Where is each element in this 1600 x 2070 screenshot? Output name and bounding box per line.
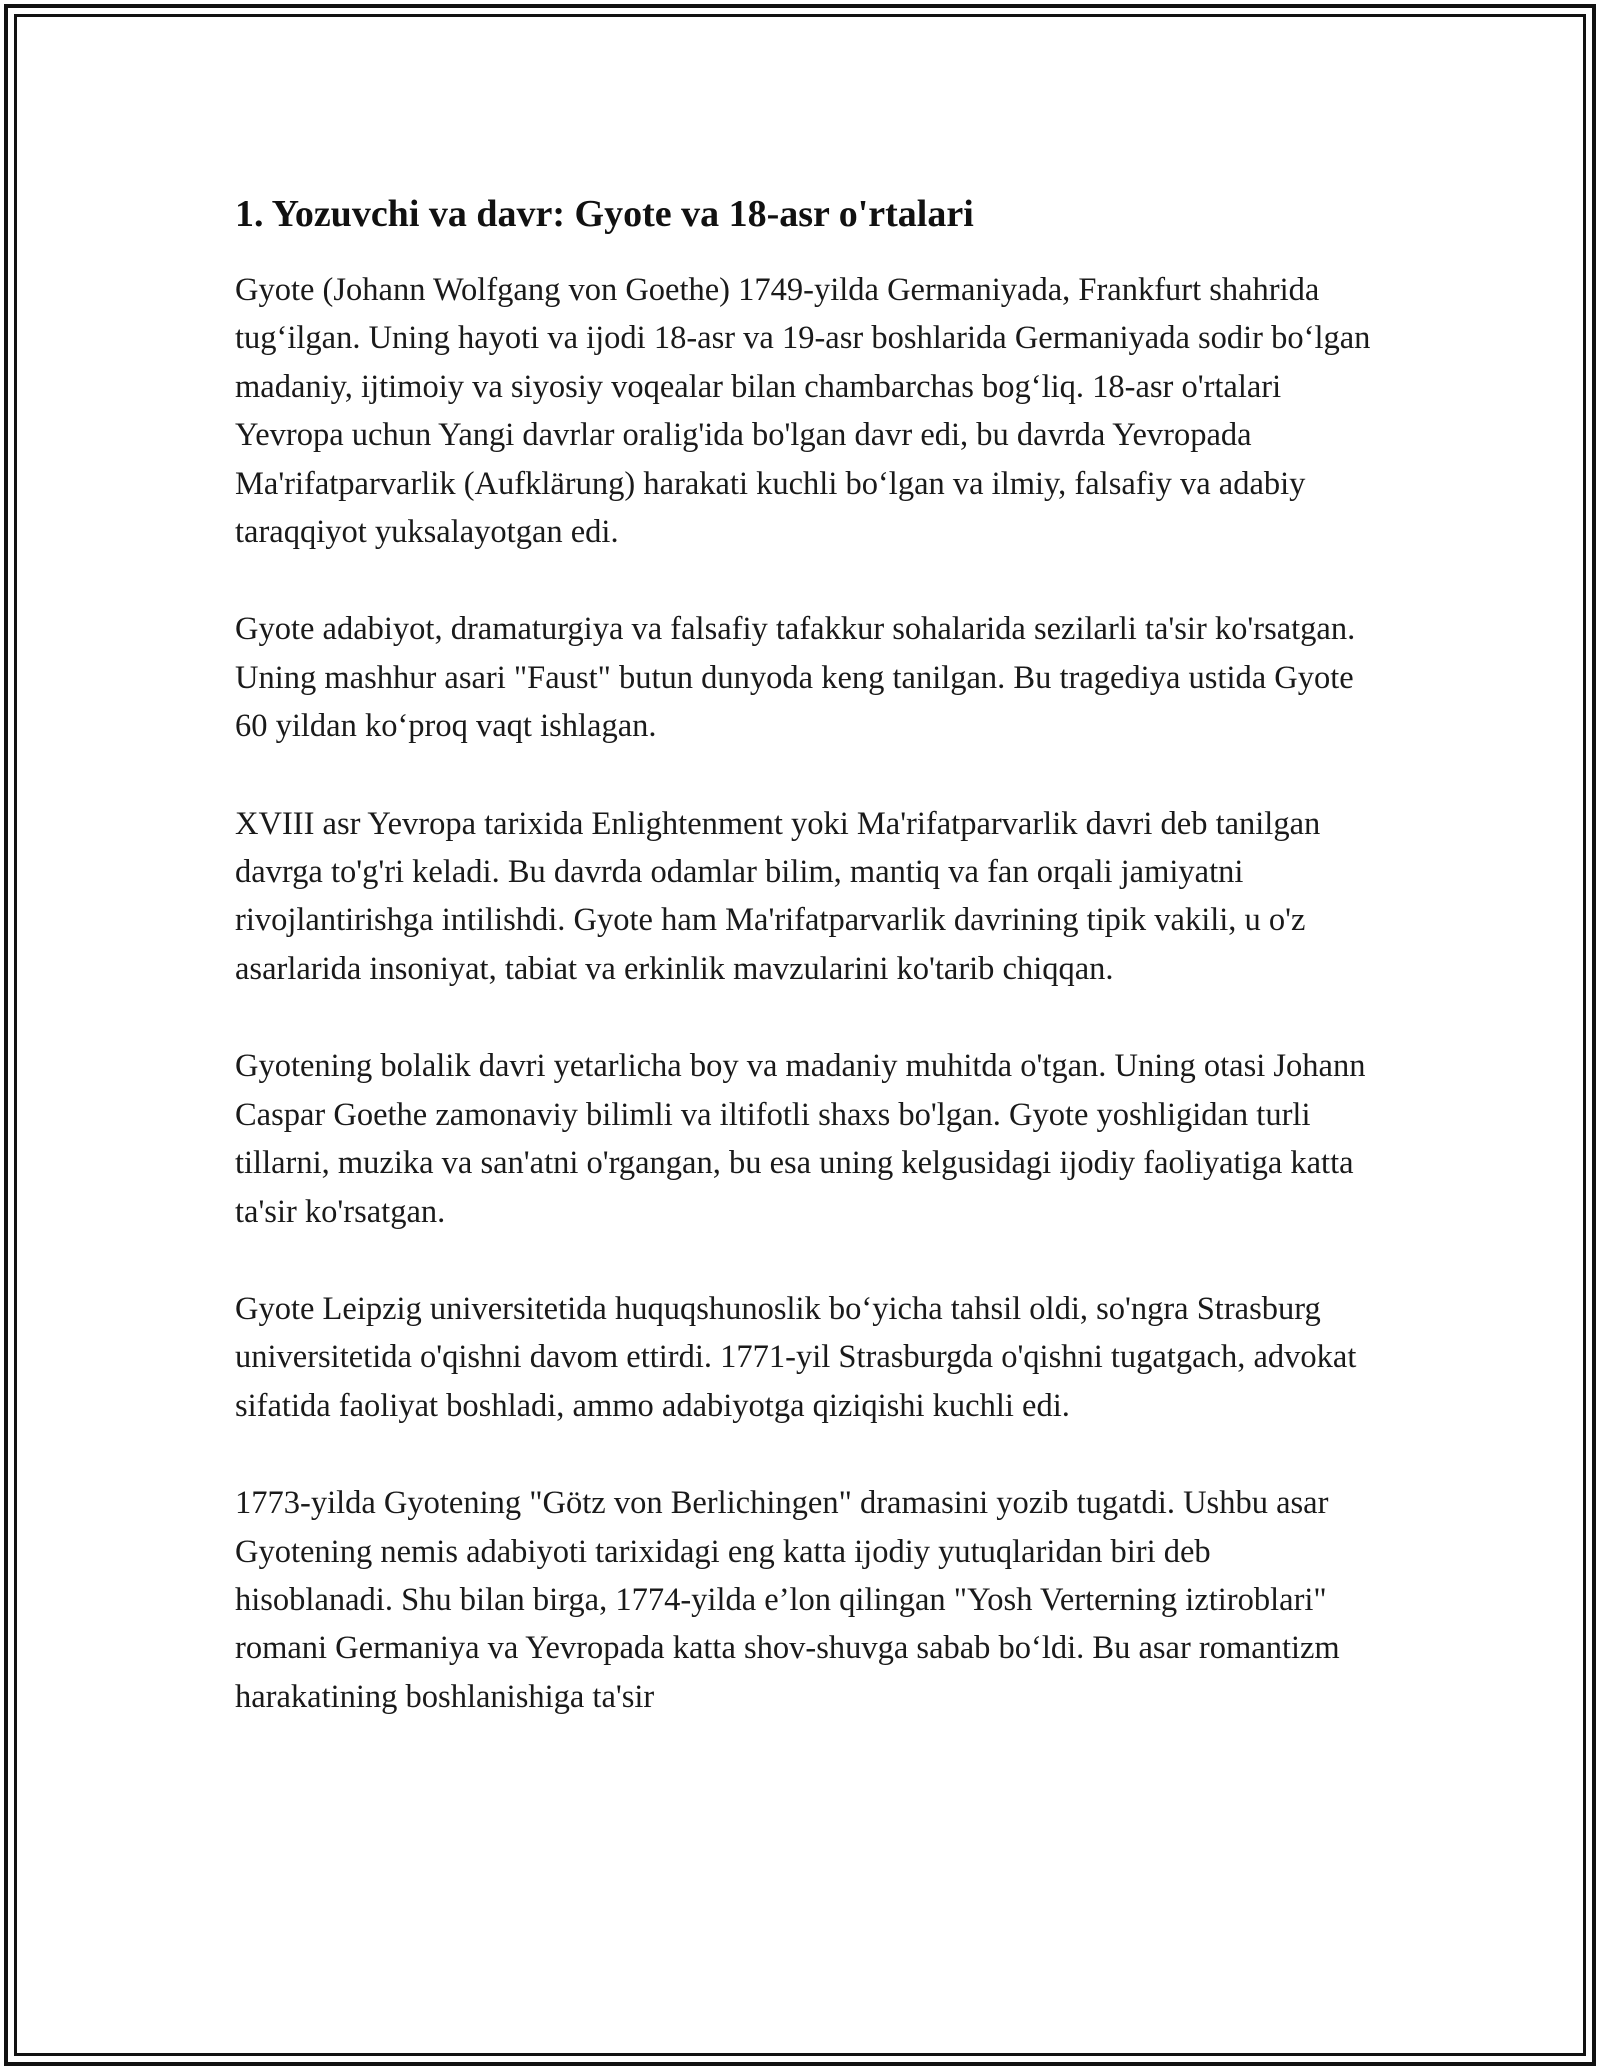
paragraph-influence-faust: Gyote adabiyot, dramaturgiya va falsafiy tafakkur sohalarida sezilarli ta'sir ko'rsatgan. Uning mashhur asari "Faust" butun dunyoda keng tanilgan. Bu tragediya ustida Gyote 60 yildan ko‘proq vaqt ishlagan. — [235, 611, 1356, 745]
paragraph-education: Gyote Leipzig universitetida huquqshunoslik bo‘yicha tahsil oldi, so'ngra Strasburg universitetida o'qishni davom ettirdi. 1771-yil Strasburgda o'qishni tugatgach, advokat sifatida faoliyat boshladi, ammo adabiyotga qiziqishi kuchli edi. — [235, 1290, 1357, 1424]
document-body — [235, 188, 1375, 1770]
paragraph-childhood: Gyotening bolalik davri yetarlicha boy va madaniy muhitda o'tgan. Uning otasi Johann Caspar Goethe zamonaviy bilimli va iltifotli shaxs bo'lgan. Gyote yoshligidan turli tillarni, muzika va san'atni o'rgangan, bu esa uning kelgusidagi ijodiy faoliyatiga katta ta'sir ko'rsatgan. — [235, 1048, 1366, 1230]
paragraph-early-works: 1773-yilda Gyotening "Götz von Berlichingen" dramasini yozib tugatdi. Ushbu asar Gyotening nemis adabiyoti tarixidagi eng katta ijodiy yutuqlaridan biri deb hisoblanadi. Shu bilan birga, 1774-yilda e’lon qilingan "Yosh Verterning iztiroblari" romani Germaniya va Yevropada katta shov-shuvga sabab bo‘ldi. Bu asar romantizm harakatining boshlanishiga ta'sir — [235, 1485, 1340, 1715]
section-heading: 1. Yozuvchi va davr: Gyote va 18-asr o'rtalari — [235, 193, 974, 235]
paragraph-enlightenment: XVIII asr Yevropa tarixida Enlightenment yoki Ma'rifatparvarlik davri deb tanilgan davrga to'g'ri keladi. Bu davrda odamlar bilim, mantiq va fan orqali jamiyatni rivojlantirishga intilishdi. Gyote ham Ma'rifatparvarlik davrining tipik vakili, u o'z asarlarida insoniyat, tabiat va erkinlik mavzularini ko'tarib chiqqan. — [235, 805, 1321, 987]
paragraph-birth-era: Gyote (Johann Wolfgang von Goethe) 1749-yilda Germaniyada, Frankfurt shahrida tug‘ilgan. Uning hayoti va ijodi 18-asr va 19-asr boshlarida Germaniyada sodir bo‘lgan madaniy, ijtimoiy va siyosiy voqealar bilan chambarchas bog‘liq. 18-asr o'rtalari Yevropa uchun Yangi davrlar oralig'ida bo'lgan davr edi, bu davrda Yevropada Ma'rifatparvarlik (Aufklärung) harakati kuchli bo‘lgan va ilmiy, falsafiy va adabiy taraqqiyot yuksalayotgan edi. — [235, 272, 1371, 551]
